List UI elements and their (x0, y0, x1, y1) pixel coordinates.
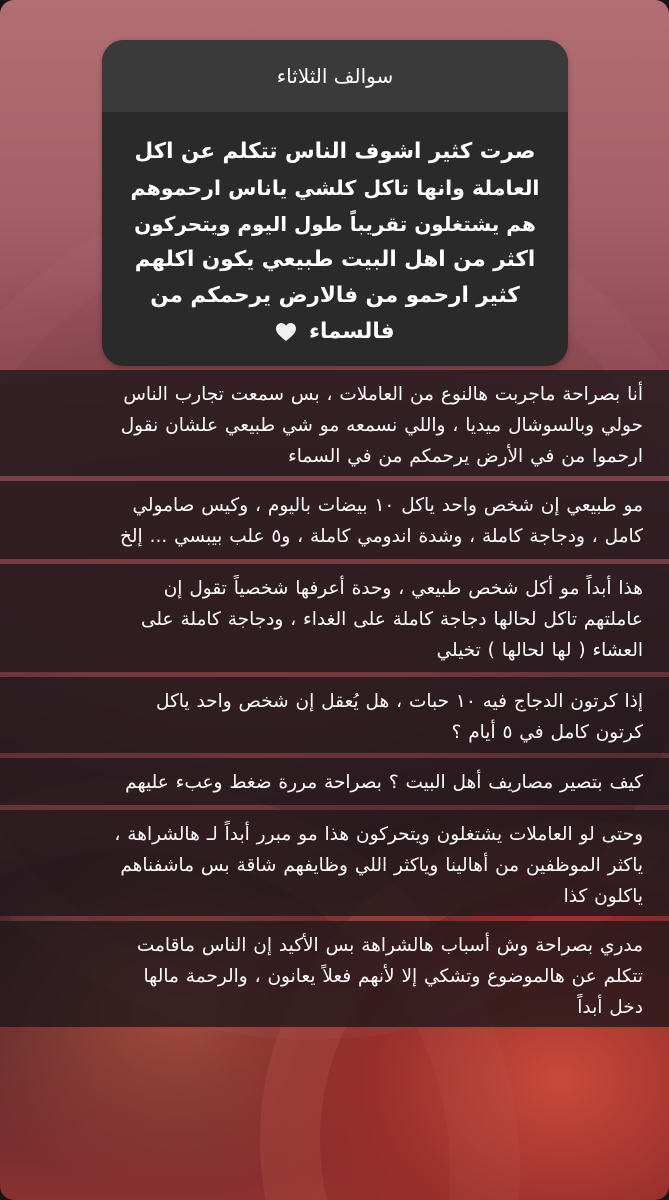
answer-line: كيف بتصير مصاريف أهل البيت ؟ بصراحة مررة ضغط وعبء عليهم (125, 772, 643, 793)
answer-line: هذا أبداً مو أكل شخص طبيعي ، وحدة أعرفها شخصياً تقول إن (163, 578, 643, 599)
answer-line: مدري بصراحة وش أسباب هالشراهة بس الأكيد إن الناس ماقامت (136, 935, 643, 956)
answer-line: كامل ، ودجاجة كاملة ، وشدة اندومي كاملة ، و٥ علب بيبسي ... إلخ (119, 526, 643, 547)
answer-block (0, 481, 669, 559)
question-line: اكثر من اهل البيت طبيعي يكون اكلهم (134, 247, 536, 272)
question-line: فالسماء (308, 319, 395, 344)
answer-line: كرتون كامل في ٥ أيام ؟ (451, 722, 643, 743)
answer-line: أنا بصراحة ماجربت هالنوع من العاملات ، بس سمعت تجارب الناس (123, 384, 643, 405)
answer-line: ياكثر الموظفين من أهالينا وياكثر اللي وظايفهم شاقة بس ماشفناهم (120, 855, 643, 876)
answer-line: عاملتهم تاكل لحالها دجاجة كاملة على الغداء ، ودجاجة كاملة على (140, 609, 643, 630)
answer-line: تتكلم عن هالموضوع وتشكي إلا لأنهم فعلاً يعانون ، والرحمة مالها (143, 966, 643, 987)
question-line: صرت كثير اشوف الناس تتكلم عن اكل (134, 139, 536, 164)
answer-line: العشاء ( لها لحالها ) تخيلي (436, 640, 643, 661)
answer-line: وحتى لو العاملات يشتغلون ويتحركون هذا مو مبرر أبداً لـ هالشراهة ، (114, 824, 643, 845)
question-sticker[interactable] (102, 40, 568, 366)
answer-block (0, 677, 669, 753)
answer-line: ارحموا من في الأرض يرحمكم من في السماء (288, 446, 643, 467)
answer-line: حولي وبالسوشال ميديا ، واللي نسمعه مو شي طبيعي علشان نقول (120, 415, 643, 436)
answer-block (0, 564, 669, 672)
answer-line: دخل أبداً (577, 997, 643, 1018)
question-line-last (130, 314, 540, 354)
question-text (102, 112, 568, 354)
question-line: هم يشتغلون تقريباً طول اليوم ويتحركون (134, 212, 536, 236)
answer-line: ياكلون كذا (563, 886, 643, 907)
answer-line: مو طبيعي إن شخص واحد ياكل ١٠ بيضات باليوم ، وكيس صامولي (132, 495, 643, 516)
answer-block (0, 921, 669, 1027)
question-line: العاملة وانها تاكل كلشي ياناس ارحموهم (130, 176, 540, 200)
heart-icon (275, 318, 297, 354)
question-title: سوالف الثلاثاء (102, 40, 568, 112)
answer-line: إذا كرتون الدجاج فيه ١٠ حبات ، هل يُعقل إن شخص واحد ياكل (155, 691, 643, 712)
answer-block (0, 810, 669, 916)
answer-block (0, 370, 669, 476)
question-line: كثير ارحمو من فالارض يرحمكم من (150, 283, 520, 308)
answer-block (0, 758, 669, 805)
